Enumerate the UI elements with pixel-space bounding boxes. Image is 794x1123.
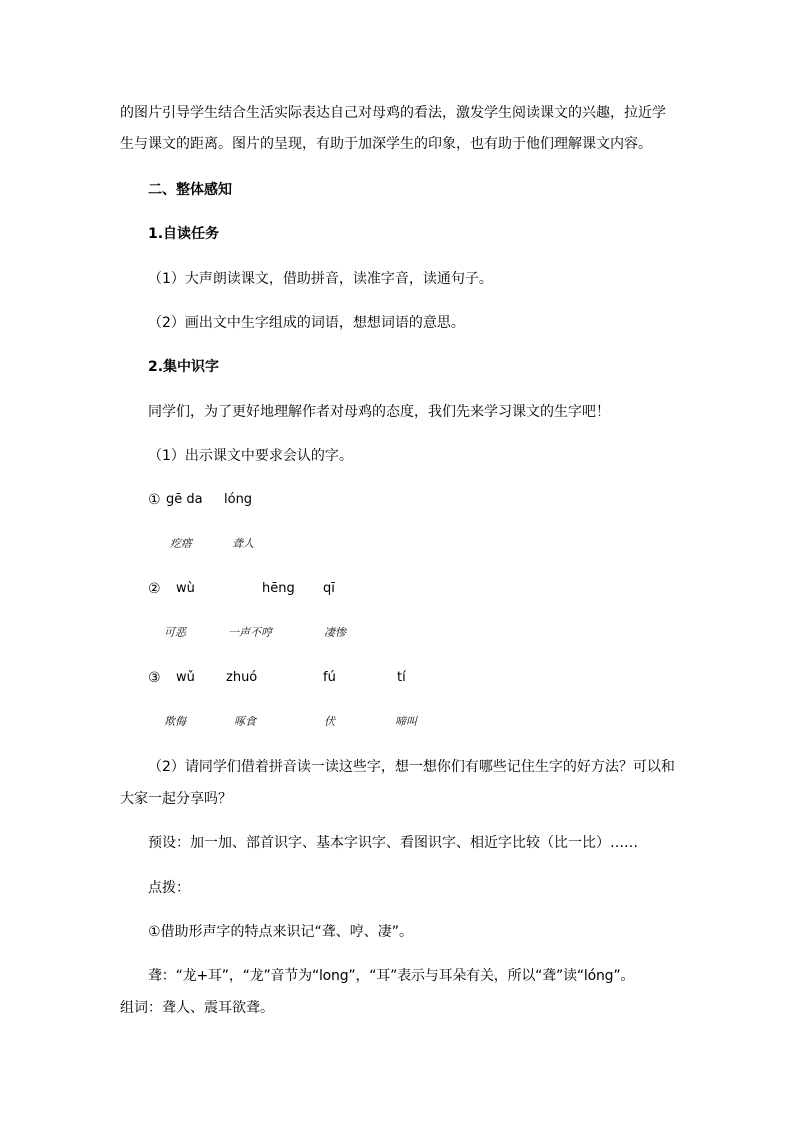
word-longren: 聋人 bbox=[232, 537, 254, 550]
pinyin-heng: hēng bbox=[262, 581, 295, 596]
preset-text: 预设：加一加、部首识字、基本字识字、看图识字、相近字比较（比一比）…… bbox=[148, 835, 638, 851]
pinyin-wu: wù bbox=[176, 581, 195, 596]
section-heading: 二、整体感知 bbox=[148, 182, 232, 198]
subsection-heading-character-learning: 2.集中识字 bbox=[148, 359, 220, 375]
intro-prompt: 同学们，为了更好地理解作者对母鸡的态度，我们先来学习课文的生字吧！ bbox=[148, 404, 610, 420]
task-item-2: （2）画出文中生字组成的词语，想想词语的意思。 bbox=[148, 315, 465, 331]
share-methods-line-2: 大家一起分享吗？ bbox=[120, 791, 232, 807]
word-qiwu: 欺侮 bbox=[164, 715, 186, 728]
pinyin-zhuo: zhuó bbox=[226, 670, 258, 685]
task-item-1: （1）大声朗读课文，借助拼音，读准字音，读通句子。 bbox=[148, 271, 493, 287]
word-geda: 疙瘩 bbox=[170, 537, 192, 550]
word-fu: 伏 bbox=[324, 715, 335, 728]
subsection-heading-self-reading: 1.自读任务 bbox=[148, 226, 220, 242]
pinyin-fu: fú bbox=[323, 670, 336, 685]
word-tijiao: 啼叫 bbox=[395, 715, 417, 728]
pinyin-qi: qī bbox=[323, 581, 335, 596]
pinyin-wu3: wǔ bbox=[176, 670, 195, 685]
intro-line-1: 的图片引导学生结合生活实际表达自己对母鸡的看法，激发学生阅读课文的兴趣，拉近学 bbox=[120, 105, 666, 121]
intro-line-2: 生与课文的距离。图片的呈现，有助于加深学生的印象，也有助于他们理解课文内容。 bbox=[120, 136, 652, 152]
group-2-marker: ② bbox=[148, 581, 161, 597]
word-kewu: 可恶 bbox=[164, 626, 186, 639]
pinyin-ti: tí bbox=[397, 670, 406, 685]
word-qican: 凄惨 bbox=[324, 626, 346, 639]
long-explanation-line-1: 聋：“龙+耳”，“龙”音节为“long”，“耳”表示与耳朵有关，所以“聋”读“lóng”。 bbox=[148, 968, 635, 984]
tip-item-1: ①借助形声字的特点来识记“聋、哼、凄”。 bbox=[148, 924, 414, 940]
group-1-marker: ① bbox=[148, 492, 161, 508]
word-zhuoshi: 啄食 bbox=[234, 715, 256, 728]
group-3-marker: ③ bbox=[148, 670, 161, 686]
word-yishengbuheng: 一声不哼 bbox=[228, 626, 272, 639]
pinyin-long: lóng bbox=[224, 492, 253, 507]
pinyin-ge-da: gē da bbox=[166, 492, 203, 507]
show-characters-item: （1）出示课文中要求会认的字。 bbox=[148, 448, 353, 464]
long-explanation-line-2: 组词：聋人、震耳欲聋。 bbox=[120, 1000, 274, 1016]
share-methods-line-1: （2）请同学们借着拼音读一读这些字，想一想你们有哪些记住生字的好方法？可以和 bbox=[148, 759, 675, 775]
tip-label: 点拨： bbox=[148, 880, 190, 896]
